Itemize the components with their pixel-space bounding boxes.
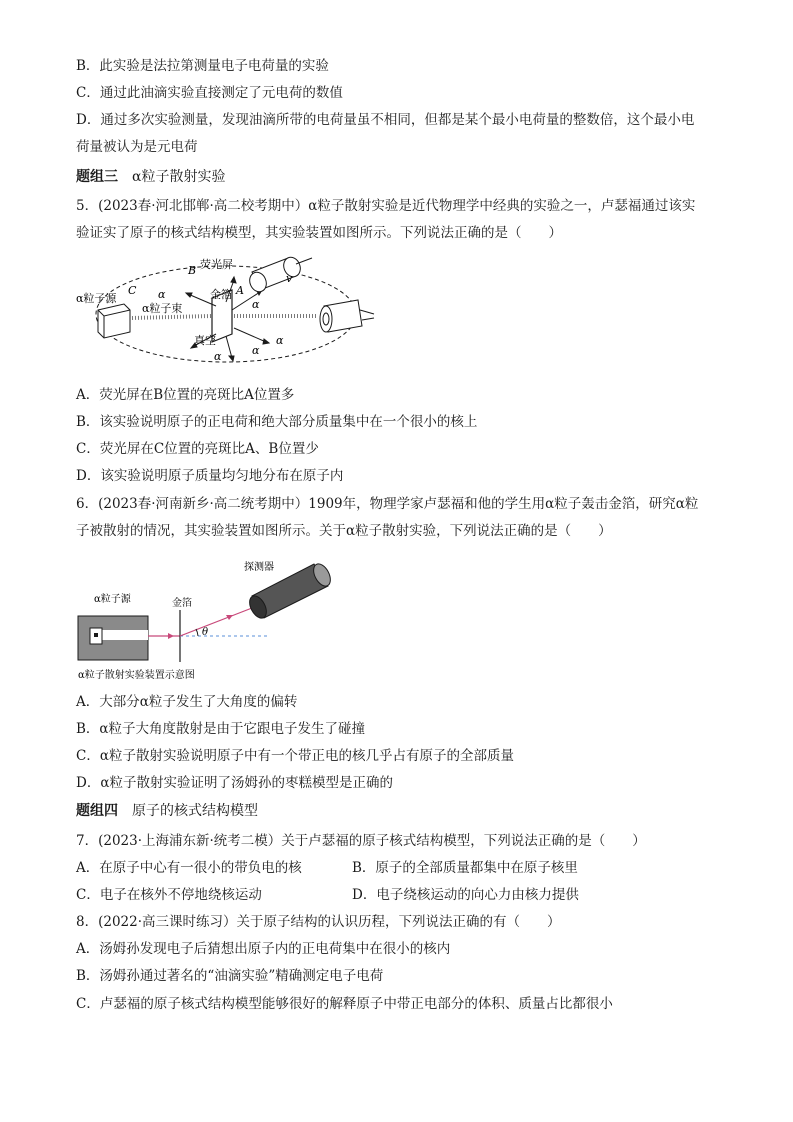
q5-alpha-2: α bbox=[252, 298, 260, 311]
group4-heading bbox=[76, 801, 258, 821]
q6-stem-line2: 子被散射的情况，其实验装置如图所示。关于α粒子散射实验，下列说法正确的是（ ） bbox=[76, 523, 612, 539]
q8-option-b: B．汤姆孙通过著名的“油滴实验”精确测定电子电荷 bbox=[76, 968, 384, 984]
q4-option-b: B．此实验是法拉第测量电子电荷量的实验 bbox=[76, 58, 329, 74]
group3-heading bbox=[76, 167, 225, 187]
q6-option-a: A．大部分α粒子发生了大角度的偏转 bbox=[76, 694, 298, 710]
q6-source-label: α粒子源 bbox=[94, 594, 131, 605]
q6-stem-line1: 6．(2023春·河南新乡·高二统考期中）1909年，物理学家卢瑟福和他的学生用α粒子轰击金箔，研究α粒 bbox=[76, 496, 699, 512]
q5-source-box bbox=[98, 304, 130, 338]
group4-label: 题组四 bbox=[76, 803, 118, 819]
q5-beam-label: α粒子束 bbox=[142, 302, 183, 315]
group4-title: 原子的核式结构模型 bbox=[132, 803, 258, 819]
q4-option-d-line1: D．通过多次实验测量，发现油滴所带的电荷量虽不相同，但都是某个最小电荷量的整数倍，这个最小电 bbox=[76, 112, 695, 128]
q5-detector bbox=[247, 255, 312, 295]
q7-option-a: A．在原子中心有一很小的带负电的核 bbox=[76, 860, 302, 876]
q6-angle-label: θ bbox=[202, 627, 209, 638]
q6-detector-label: 探测器 bbox=[244, 562, 274, 573]
q5-option-c: C．荧光屏在C位置的亮斑比A、B位置少 bbox=[76, 441, 319, 457]
q5-alpha-3: α bbox=[252, 344, 260, 357]
q7-option-c: C．电子在核外不停地绕核运动 bbox=[76, 887, 262, 903]
q6-option-b: B．α粒子大角度散射是由于它跟电子发生了碰撞 bbox=[76, 721, 366, 737]
group3-label: 题组三 bbox=[76, 169, 118, 185]
q5-stem-line1: 5．(2023春·河北邯郸·高二校考期中）α粒子散射实验是近代物理学中经典的实验之一，卢瑟福通过该实 bbox=[76, 198, 696, 214]
q6-caption: α粒子散射实验装置示意图 bbox=[78, 670, 195, 681]
q8-stem: 8．(2022·高三课时练习）关于原子结构的认识历程，下列说法正确的有（ ） bbox=[76, 914, 561, 930]
q5-point-c: C bbox=[128, 284, 137, 297]
q5-option-d: D．该实验说明原子质量均匀地分布在原子内 bbox=[76, 468, 344, 484]
q7-option-d: D．电子绕核运动的向心力由核力提供 bbox=[352, 887, 579, 903]
q6-foil-label: 金箔 bbox=[172, 598, 192, 609]
q5-alpha-4: α bbox=[276, 334, 284, 347]
q5-point-a: A bbox=[236, 284, 244, 297]
q4-option-d-line2: 荷量被认为是元电荷 bbox=[76, 139, 198, 155]
q5-arc-mark: v bbox=[286, 272, 293, 285]
q7-stem: 7．(2023·上海浦东新·统考二模）关于卢瑟福的原子核式结构模型，下列说法正确的是（ ） bbox=[76, 833, 646, 849]
q5-screen-label: 荧光屏 bbox=[200, 258, 233, 271]
q5-alpha-5: α bbox=[214, 350, 222, 363]
q5-figure bbox=[76, 246, 386, 376]
q6-angle-arc bbox=[196, 629, 198, 636]
q6-scattered-beam bbox=[180, 608, 252, 636]
q7-options-row2 bbox=[76, 885, 726, 905]
q6-option-d: D．α粒子散射实验证明了汤姆孙的枣糕模型是正确的 bbox=[76, 775, 393, 791]
q8-option-a: A．汤姆孙发现电子后猜想出原子内的正电荷集中在很小的核内 bbox=[76, 941, 451, 957]
q5-microscope bbox=[320, 300, 374, 332]
q5-option-a: A．荧光屏在B位置的亮斑比A位置多 bbox=[76, 387, 295, 403]
q5-foil-label: 金箔 bbox=[210, 288, 232, 301]
q5-point-b: B bbox=[188, 264, 197, 277]
q6-option-c: C．α粒子散射实验说明原子中有一个带正电的核几乎占有原子的全部质量 bbox=[76, 748, 514, 764]
q5-alpha-1: α bbox=[158, 288, 166, 301]
q5-beam bbox=[132, 316, 211, 318]
q5-option-b: B．该实验说明原子的正电荷和绝大部分质量集中在一个很小的核上 bbox=[76, 414, 478, 430]
q4-option-c: C．通过此油滴实验直接测定了元电荷的数值 bbox=[76, 85, 343, 101]
q7-options-row1 bbox=[76, 858, 726, 878]
q5-vacuum-label: 真空 bbox=[194, 334, 216, 347]
q6-figure bbox=[76, 556, 336, 684]
q5-source-label: α粒子源 bbox=[76, 292, 117, 305]
group3-title: α粒子散射实验 bbox=[132, 169, 226, 185]
q7-option-b: B．原子的全部质量都集中在原子核里 bbox=[352, 860, 578, 876]
q5-stem-line2: 验证实了原子的核式结构模型，其实验装置如图所示。下列说法正确的是（ ） bbox=[76, 225, 562, 241]
q8-option-c: C．卢瑟福的原子核式结构模型能够很好的解释原子中带正电部分的体积、质量占比都很小 bbox=[76, 996, 613, 1012]
